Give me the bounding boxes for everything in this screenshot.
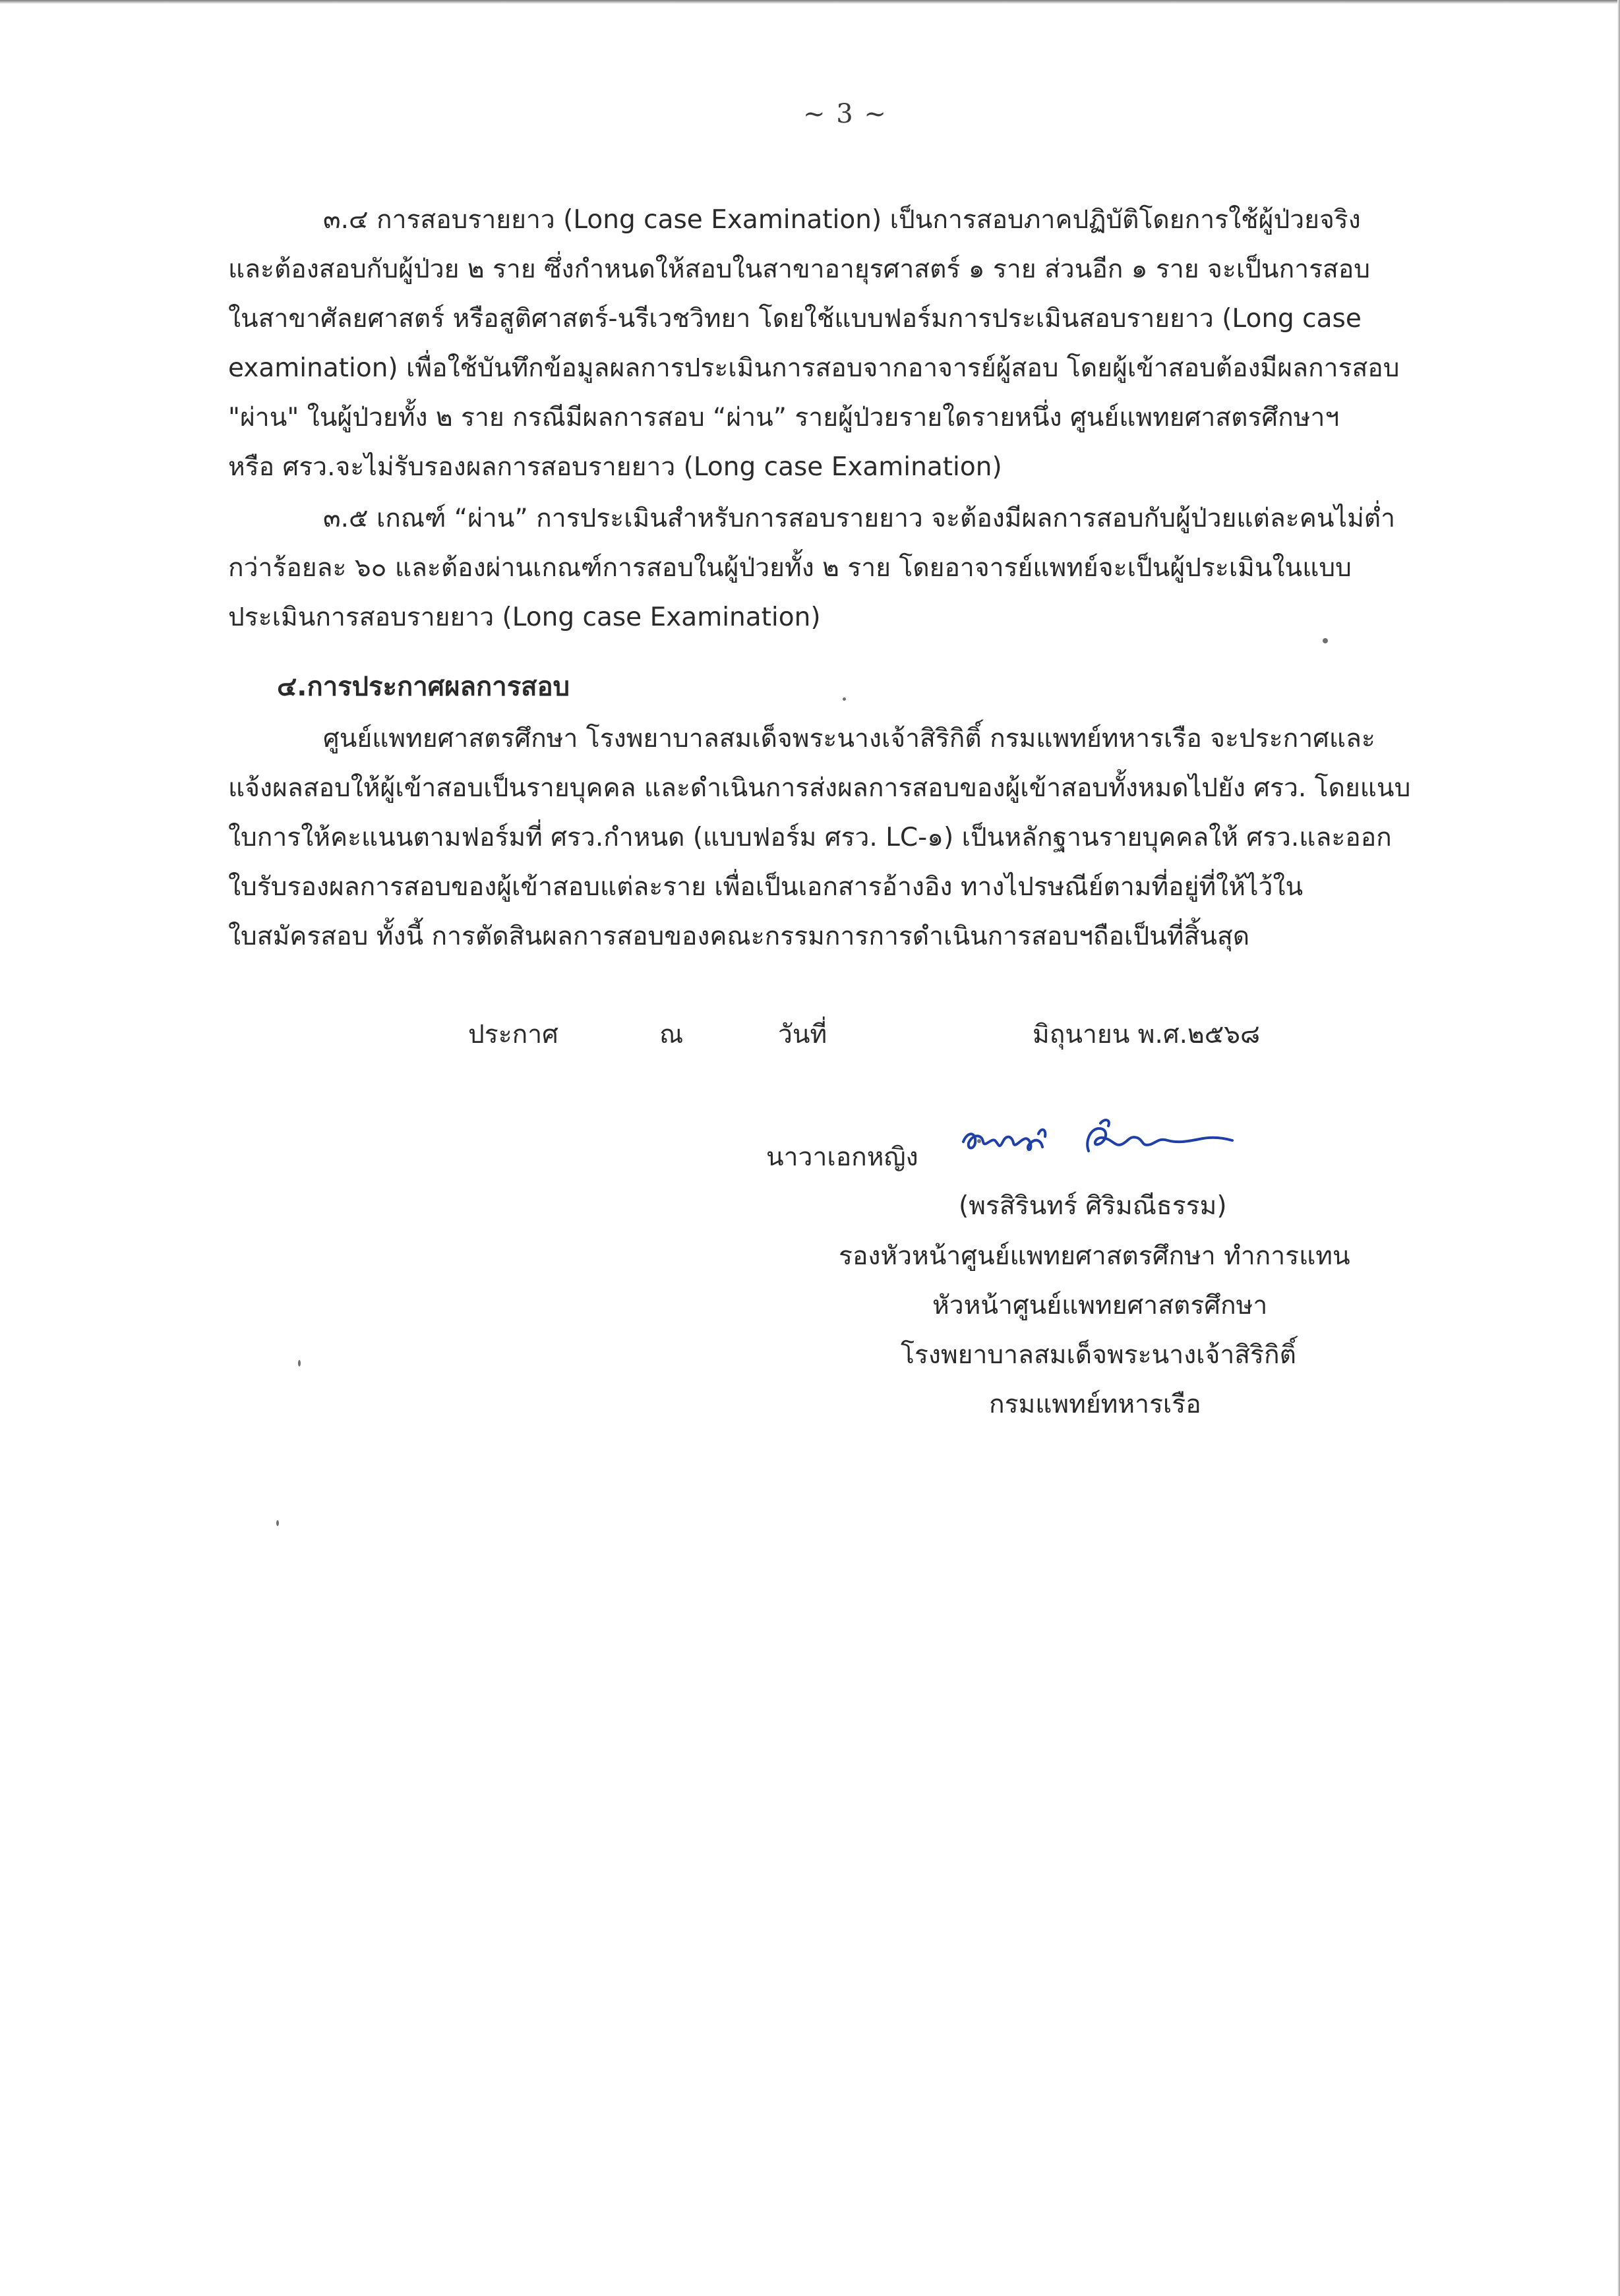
paragraph-line: ประเมินการสอบรายยาว (Long case Examination) <box>228 603 821 632</box>
paragraph-line: ๓.๔ การสอบรายยาว (Long case Examination) เป็นการสอบภาคปฏิบัติโดยการใช้ผู้ป่วยจริง <box>323 205 1361 235</box>
signatory-position-line: หัวหน้าศูนย์แพทยศาสตรศึกษา <box>932 1291 1268 1320</box>
section-4-paragraph <box>228 714 1473 961</box>
section-4-heading: ๔.การประกาศผลการสอบ <box>277 672 570 702</box>
section-3-5-paragraph <box>228 494 1473 642</box>
scan-edge-right <box>1617 0 1620 2296</box>
paragraph-line: ๓.๕ เกณฑ์ “ผ่าน” การประเมินสำหรับการสอบรายยาว จะต้องมีผลการสอบกับผู้ป่วยแต่ละคนไม่ต่ำ <box>323 504 1396 533</box>
paragraph-line: ในสาขาศัลยศาสตร์ หรือสูติศาสตร์-นรีเวชวิทยา โดยใช้แบบฟอร์มการประเมินสอบรายยาว (Long case <box>228 304 1362 334</box>
paragraph-line: ใบการให้คะแนนตามฟอร์มที่ ศรว.กำหนด (แบบฟอร์ม ศรว. LC-๑) เป็นหลักฐานรายบุคคลให้ ศรว.และออก <box>228 823 1392 852</box>
signatory-position-line: กรมแพทย์ทหารเรือ <box>989 1390 1201 1419</box>
paragraph-line: examination) เพื่อใช้บันทึกข้อมูลผลการประเมินการสอบจากอาจารย์ผู้สอบ โดยผู้เข้าสอบต้องมีผลการสอบ <box>228 353 1400 383</box>
at-label: ณ <box>659 1020 684 1049</box>
section-3-4-paragraph <box>228 195 1473 492</box>
page-number: ~ 3 ~ <box>803 99 887 129</box>
date-label: วันที่ <box>778 1020 827 1049</box>
signatory-position-line: โรงพยาบาลสมเด็จพระนางเจ้าสิริกิติ์ <box>901 1340 1296 1370</box>
paragraph-line: และต้องสอบกับผู้ป่วย ๒ ราย ซึ่งกำหนดให้สอบในสาขาอายุรศาสตร์ ๑ ราย ส่วนอีก ๑ ราย จะเป็นการสอบ <box>228 254 1371 284</box>
scan-speck <box>843 697 846 701</box>
scan-speck <box>276 1520 279 1526</box>
month-year: มิถุนายน พ.ศ.๒๕๖๘ <box>1033 1020 1261 1049</box>
paragraph-line: แจ้งผลสอบให้ผู้เข้าสอบเป็นรายบุคคล และดำเนินการส่งผลการสอบของผู้เข้าสอบทั้งหมดไปยัง ศรว. โดยแนบ <box>228 773 1411 803</box>
paragraph-line: ใบสมัครสอบ ทั้งนี้ การตัดสินผลการสอบของคณะกรรมการการดำเนินการสอบฯถือเป็นที่สิ้นสุด <box>228 922 1250 951</box>
handwritten-signature <box>959 1114 1236 1167</box>
scan-speck <box>977 1139 981 1143</box>
paragraph-line: กว่าร้อยละ ๖๐ และต้องผ่านเกณฑ์การสอบในผู้ป่วยทั้ง ๒ ราย โดยอาจารย์แพทย์จะเป็นผู้ประเมินในแบบ <box>228 553 1352 583</box>
signatory-rank: นาวาเอกหญิง <box>766 1142 918 1172</box>
announced-label: ประกาศ <box>468 1020 558 1049</box>
scan-speck <box>1323 638 1328 643</box>
signatory-position-line: รองหัวหน้าศูนย์แพทยศาสตรศึกษา ทำการแทน <box>839 1241 1350 1271</box>
paragraph-line: "ผ่าน" ในผู้ป่วยทั้ง ๒ ราย กรณีมีผลการสอบ “ผ่าน” รายผู้ป่วยรายใดรายหนึ่ง ศูนย์แพทยศาสตรศึกษาฯ <box>228 403 1340 432</box>
scan-edge-top <box>0 0 1620 4</box>
signatory-name: (พรสิรินทร์ ศิริมณีธรรม) <box>959 1191 1227 1221</box>
paragraph-line: หรือ ศรว.จะไม่รับรองผลการสอบรายยาว (Long case Examination) <box>228 452 1002 482</box>
paragraph-line: ศูนย์แพทยศาสตรศึกษา โรงพยาบาลสมเด็จพระนางเจ้าสิริกิติ์ กรมแพทย์ทหารเรือ จะประกาศและ <box>323 724 1375 753</box>
paragraph-line: ใบรับรองผลการสอบของผู้เข้าสอบแต่ละราย เพื่อเป็นเอกสารอ้างอิง ทางไปรษณีย์ตามที่อยู่ที่ให้ไว้ใน <box>228 872 1304 902</box>
scan-speck <box>298 1360 301 1367</box>
